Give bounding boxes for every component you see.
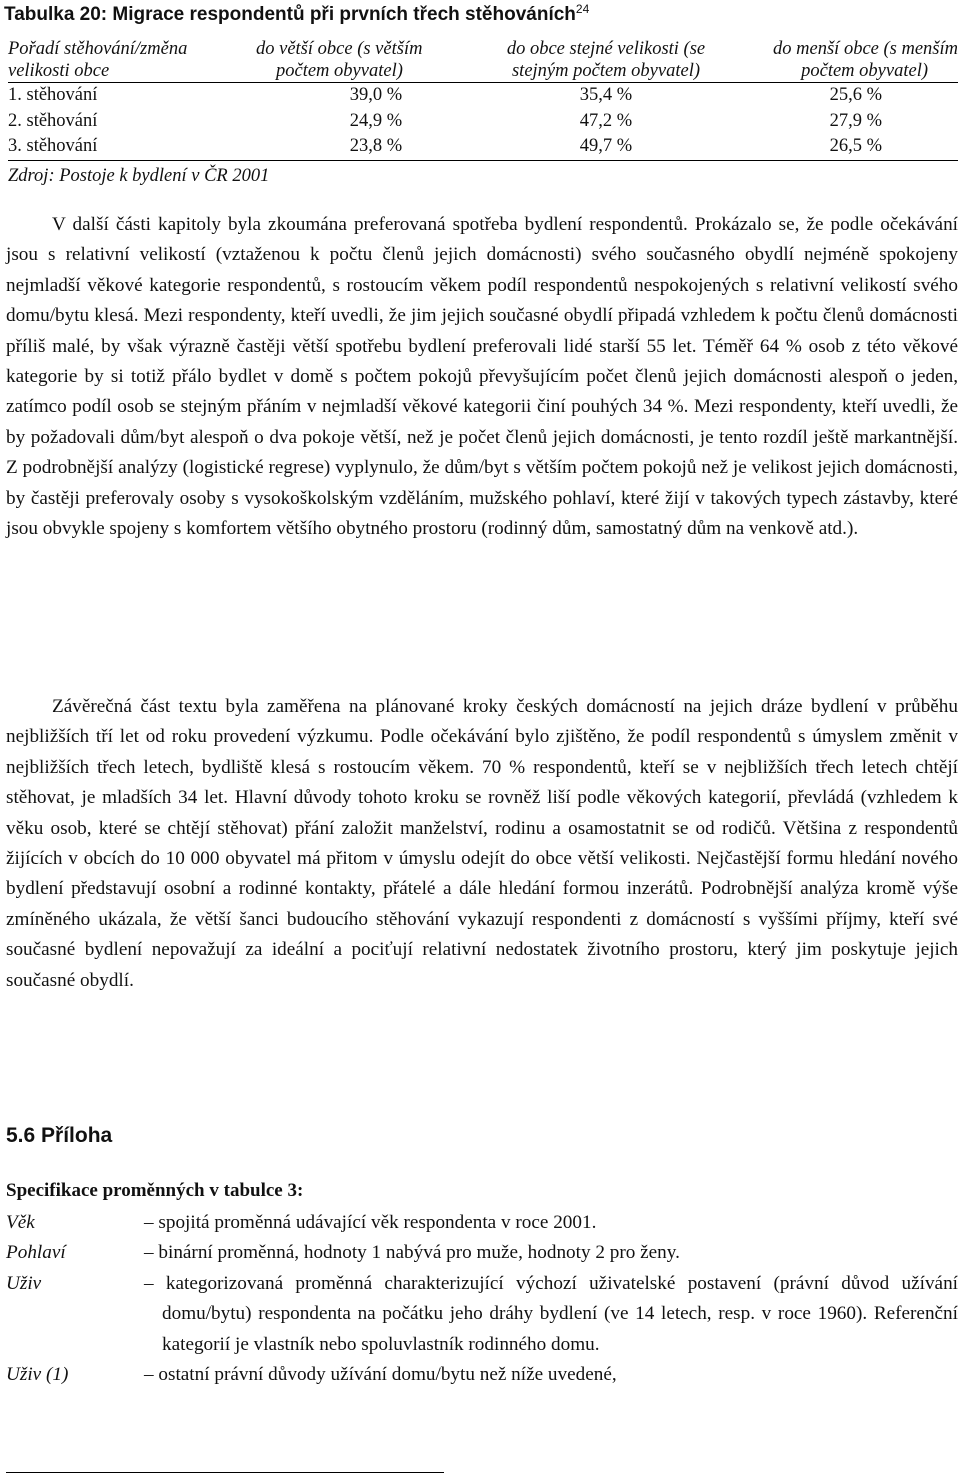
header-order: Pořadí stěhování/změna velikosti obce [8,38,256,83]
table-title-text: Tabulka 20: Migrace respondentů při prvních třech stěhováních [4,4,576,25]
cell-value: 35,4 % [579,85,633,105]
cell-value: 49,7 % [476,134,736,160]
cell-value: 26,5 % [736,134,958,160]
cell-value: 23,8 % [256,134,476,160]
row-label: 3. stěhování [8,134,256,160]
cell-value: 24,9 % [349,110,403,131]
spec-term: Věk [6,1212,35,1233]
table-row [8,109,958,135]
paragraph-text: Závěrečná část textu byla zaměřena na plánované kroky českých domácností na jejich dráze bydlení v průběhu nejbližších tří let od roku provedení výzkumu. Podle očekávání bylo zjištěno, že podíl respondentů s úmyslem změnit v nejbližších třech letech, bydliště klesá s rostoucím věkem. 70 % respondentů, kteří se v nejbližších třech letech chtějí stěhovat, je mladších 34 let. Hlavní důvody tohoto kroku se rovněž liší podle věkových kategorií, převládá (vzhledem k věku osob, které se chtějí stěhovat) přání založit manželství, rodinu a osamostatnit se od rodičů. Většina z respondentů žijících v obcích do 10 000 obyvatel má přitom v úmyslu odejít do obce větší velikosti. Nejčastější formu hledání nového bydlení představují osobní a rodinné kontakty, přátelé a dále hledání formou inzerátů. Podrobnější analýza kromě výše zmíněného ukázala, že větší šanci budoucího stěhování vykazují respondenti z domácností s vyššími příjmy, kteří své současné bydlení nepovažují za ideální a pociťují relativní nedostatek životního prostoru, který jim poskytuje jejich současné obydlí. [6,696,958,991]
table-row [8,134,958,160]
header-smaller: do menší obce (s menším počtem obyvatel) [736,38,958,83]
spec-item [6,1269,958,1360]
spec-list [6,1208,958,1390]
migration-table [8,38,958,161]
spec-title: Specifikace proměnných v tabulce 3: [6,1180,304,1201]
spec-desc: – ostatní právní důvody užívání domu/bytu než níže uvedené, [144,1364,617,1386]
cell-value: 25,6 % [829,85,882,105]
spec-desc: – spojitá proměnná udávající věk respondenta v roce 2001. [144,1212,597,1233]
cell-value: 27,9 % [829,110,882,131]
footnote-rule [6,1472,444,1473]
header-same: do obce stejné velikosti (se stejným počtem obyvatel) [476,38,736,83]
spec-term: Uživ (1) [6,1364,69,1386]
table-row [8,83,958,109]
body-paragraph-2 [6,692,958,996]
cell-value: 47,2 % [579,110,633,131]
spec-item [6,1238,958,1268]
section-heading: 5.6 Příloha [6,1124,113,1147]
header-larger: do větší obce (s větším počtem obyvatel) [256,38,476,83]
table-header-row [8,38,958,83]
spec-term: Pohlaví [6,1242,66,1264]
cell-value: 39,0 % [349,85,403,105]
spec-item [6,1360,958,1390]
spec-desc: – kategorizovaná proměnná charakterizující výchozí uživatelské postavení (právní důvod užívání domu/bytu) respondenta na počátku jeho dráhy bydlení (ve 14 letech, resp. v roce 1960). Referenční kategorií je vlastník nebo spoluvlastník rodinného domu. [144,1272,958,1355]
spec-item [6,1208,958,1238]
spec-desc: – binární proměnná, hodnoty 1 nabývá pro muže, hodnoty 2 pro ženy. [144,1242,680,1264]
table-title [4,2,589,26]
paragraph-text: V další části kapitoly byla zkoumána preferovaná spotřeba bydlení respondentů. Prokázalo se, že podle očekávání jsou s relativní velikostí (vztaženou k počtu členů jejich domácnosti) svého současného obydlí nejméně spokojeny nejmladší věkové kategorie respondentů, s rostoucím věkem podíl respondentů nespokojených s relativní velikostí svého domu/bytu klesá. Mezi respondenty, kteří uvedli, že jim jejich současné obydlí připadá vzhledem k počtu členů domácnosti příliš malé, by však výrazně častěji větší spotřebu bydlení preferovali lidé starší 55 let. Téměř 64 % osob z této věkové kategorie by si totiž přálo bydlet v domě s počtem pokojů převyšujícím počet členů jejich domácnosti alespoň o jeden, zatímco podíl osob se stejným přáním v nejmladší věkové kategorii činí pouhých 34 %. Mezi respondenty, kteří uvedli, že by požadovali dům/byt alespoň o dva pokoje větší, než je počet členů jejich domácnosti, je tento rozdíl ještě markantnější. Z podrobnější analýzy (logistické regrese) vyplynulo, že dům/byt s větším počtem pokojů než je velikost jejich domácnosti, by častěji preferovaly osoby s vysokoškolským vzděláním, mužského pohlaví, které žijí v takových typech zástavby, které jsou obvykle spojeny s komfortem většího obytného prostoru (rodinný dům, samostatný dům na venkově atd.). [6,214,958,540]
row-label: 1. stěhování [8,85,98,105]
row-label: 2. stěhování [8,110,98,131]
spec-term: Uživ [6,1272,42,1294]
table-source: Zdroj: Postoje k bydlení v ČR 2001 [8,166,270,186]
body-paragraph-1 [6,210,958,544]
footnote-ref: 24 [575,2,590,16]
